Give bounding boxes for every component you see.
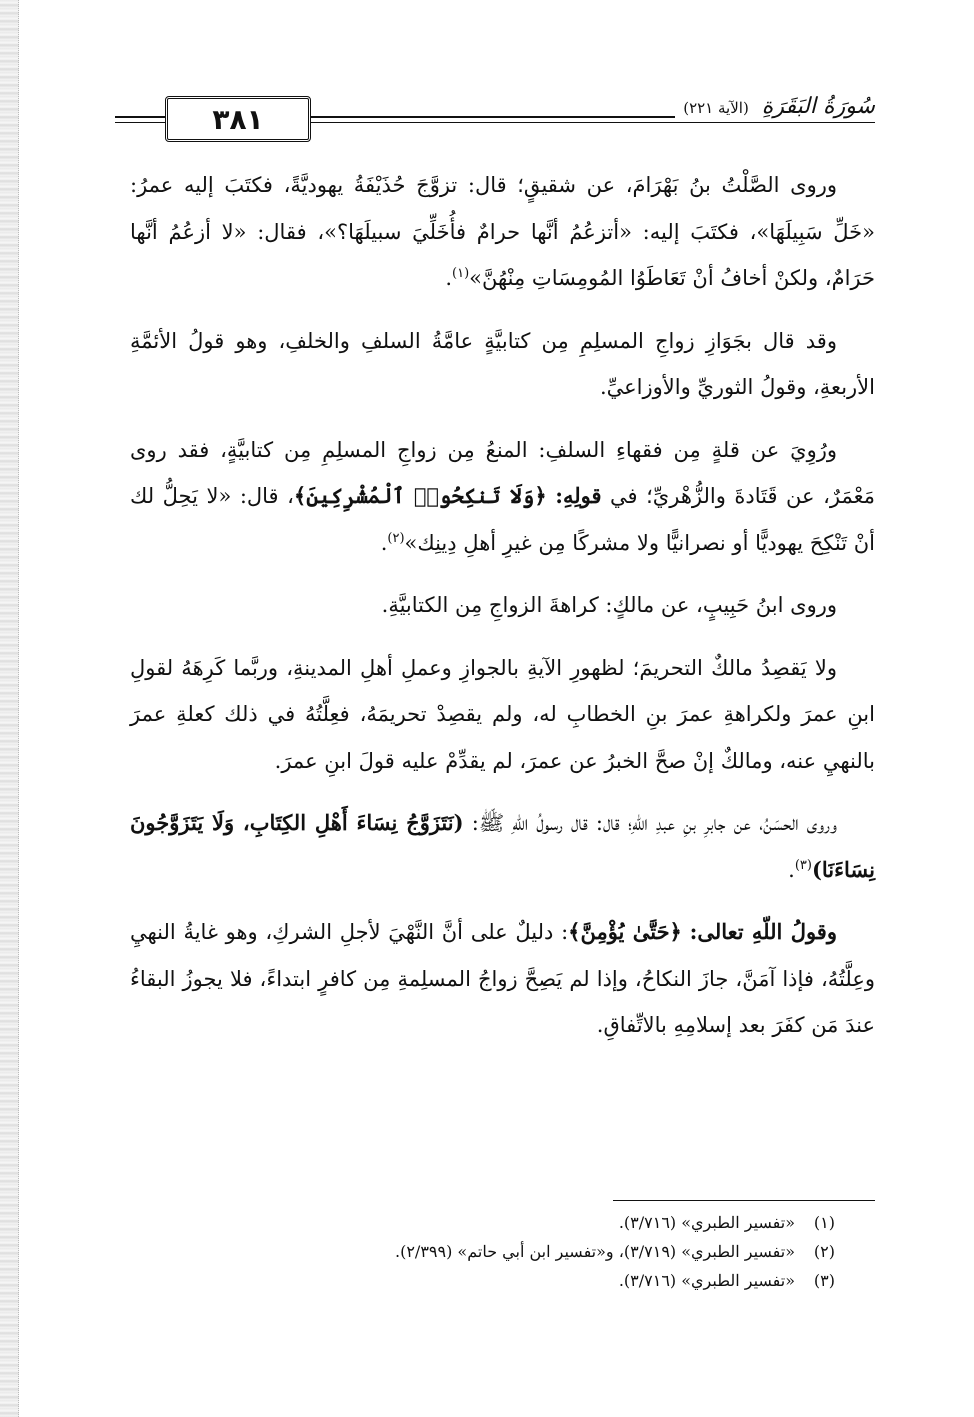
paragraph-text: ورُوِيَ عن قلةٍ مِن فقهاءِ السلفِ: المنعُ مِن زواجِ المسلِمِ مِن كتابيَّةٍ، فقد روى مَعْمَرٌ، عن قَتَادةَ والزُّهْريِّ؛ في bbox=[130, 437, 875, 508]
qawlihi-phrase: قولِهِ: bbox=[555, 483, 602, 508]
footnote-ref[interactable]: (٢) bbox=[387, 530, 405, 546]
footnote-ref[interactable]: (٣) bbox=[794, 857, 812, 873]
paragraph-3: ورُوِيَ عن قلةٍ مِن فقهاءِ السلفِ: المنعُ مِن زواجِ المسلِمِ مِن كتابيَّةٍ، فقد روى مَعْمَرٌ، عن قَتَادةَ والزُّهْريِّ؛ في قولِهِ: ﴿وَلَا تَنكِحُوا۟ ٱلْمُشْرِكِينَ﴾، قال: «لا يَحِلُّ لك أنْ تَنْكِحَ يهوديًّا أو نصرانيًّا ولا مشركًا مِن غيرِ أهلِ دِينِك»$^{(٢)}$. bbox=[130, 437, 875, 555]
footnote-number: (١) bbox=[813, 1213, 835, 1232]
footnote-number: (٣) bbox=[813, 1271, 835, 1290]
paragraph-6: وروى الحسَنُ، عن جابرِ بنِ عبدِ اللهِ؛ قال: قال رسولُ اللهِ ﷺ: (نَتَزَوَّجُ نِسَاءَ أَهْلِ الكِتَابِ، وَلَا يَتَزَوَّجُونَ نِسَاءَنَا)$^{(٣)}$. bbox=[130, 810, 875, 882]
footnote-item bbox=[130, 1237, 835, 1266]
qawl-lead: وقولُ اللّهِ تعالى: bbox=[689, 919, 837, 944]
paragraph-text: وروى ابنُ حَبِيبٍ، عن مالكٍ: كراهةَ الزواجِ مِن الكتابيَّةِ. bbox=[381, 593, 837, 617]
header-rule-left bbox=[115, 116, 165, 118]
footnote-item bbox=[130, 1266, 835, 1295]
footnote-item bbox=[130, 1208, 835, 1237]
paragraph-4 bbox=[130, 582, 875, 629]
ayah-reference: (الآية ٢٢١) bbox=[683, 99, 749, 117]
quran-verse: ﴿وَلَا تَنكِحُوا۟ ٱلْمُشْرِكِينَ﴾ bbox=[293, 483, 547, 508]
scan-edge bbox=[0, 0, 19, 1417]
quran-verse: ﴿حَتَّىٰ يُؤْمِنَّ﴾ bbox=[568, 919, 682, 944]
header-rule-left-thin bbox=[115, 122, 165, 123]
footnote-text: «تفسير الطبري» (٣/٧١٦). bbox=[618, 1271, 795, 1290]
header-rule-right-thin bbox=[305, 122, 875, 123]
paragraph-5 bbox=[130, 645, 875, 785]
surah-title bbox=[675, 94, 875, 119]
footnotes bbox=[130, 1200, 875, 1295]
paragraph-text: وقد قال بجَوَازِ زواجِ المسلِمِ مِن كتابيَّةٍ عامَّةُ السلفِ والخلفِ، وهو قولُ الأئمَّةِ الأربعةِ، وقولُ الثوريِّ والأوزاعيِّ. bbox=[130, 328, 875, 399]
footnote-text: «تفسير الطبري» (٣/٧١٦). bbox=[618, 1213, 795, 1232]
footnote-list bbox=[130, 1200, 875, 1295]
paragraph-text: ، قال: «لا يَحِلُّ لك أنْ تَنْكِحَ يهوديًّا أو نصرانيًّا ولا مشركًا مِن غيرِ أهلِ دِينِك» bbox=[130, 484, 875, 555]
paragraph-text: وروى الصَّلْتُ بنُ بَهْرَامَ، عن شقيقٍ؛ قال: تزوَّجَ حُذَيْفَةُ يهوديَّةً، فكتَبَ إليه عمرُ: «خَلِّ سَبِيلَهَا»، فكتَبَ إليه: «أتزعُمُ أنَّها حرامٌ فأُخَلِّيَ سبيلَهَا؟»، فقال: «لا أزعُمُ أنَّها حَرَامٌ، ولكنْ أخافُ أنْ تَعَاطَوُا المُومِسَاتِ مِنْهُنَّ» bbox=[130, 173, 875, 290]
paragraph-1: وروى الصَّلْتُ بنُ بَهْرَامَ، عن شقيقٍ؛ قال: تزوَّجَ حُذَيْفَةُ يهوديَّةً، فكتَبَ إليه عمرُ: «خَلِّ سَبِيلَهَا»، فكتَبَ إليه: «أتزعُمُ أنَّها حرامٌ فأُخَلِّيَ سبيلَهَا؟»، فقال: «لا أزعُمُ أنَّها حَرَامٌ، ولكنْ أخافُ أنْ تَعَاطَوُا المُومِسَاتِ مِنْهُنَّ»$^{(١)}$. bbox=[130, 173, 875, 290]
paragraph-text: ولا يَقصِدُ مالكٌ التحريمَ؛ لظهورِ الآيةِ بالجوازِ وعملِ أهلِ المدينةِ، وربَّما كَرِهَهُ لقولِ ابنِ عمرَ ولكراهةِ عمرَ بنِ الخطابِ له، ولم يقصِدْ تحريمَهُ، فعِلَّتُهُ في ذلك كعلةِ عمرَ بالنهيِ عنه، ومالكٌ إنْ صحَّ الخبرُ عن عمرَ، لم يقدِّمْ عليه قولَ ابنِ عمرَ. bbox=[130, 655, 875, 773]
footnote-ref[interactable]: (١) bbox=[452, 266, 470, 281]
footnote-divider bbox=[613, 1200, 875, 1201]
main-text bbox=[130, 162, 875, 1065]
paragraph-2 bbox=[130, 318, 875, 411]
paragraph-text: : دليلٌ على أنَّ النَّهْيَ لأجلِ الشركِ، وهو غايةُ النهيِ وعِلَّتُهُ، فإذا آمَنَّ، جازَ النكاحُ، وإذا لم يَصِحَّ زواجُ المسلِمةِ مِن كافرٍ ابتداءً، فلا يجوزُ البقاءُ عندَ مَن كفَرَ بعد إسلامِهِ بالاتِّفاقِ. bbox=[130, 920, 875, 1037]
paragraph-text: وروى الحسَنُ، عن جابرِ بنِ عبدِ اللهِ؛ قال: قال رسولُ اللهِ ﷺ: bbox=[471, 811, 837, 835]
page-number: ٣٨١ bbox=[165, 96, 311, 142]
surah-name: سُورَةُ البَقَرَةِ bbox=[761, 94, 875, 119]
page-header bbox=[115, 92, 875, 148]
hadith-text: (نَتَزَوَّجُ نِسَاءَ أَهْلِ الكِتَابِ، وَلَا يَتَزَوَّجُونَ نِسَاءَنَا) bbox=[130, 810, 875, 882]
paragraph-7 bbox=[130, 909, 875, 1049]
footnote-number: (٢) bbox=[813, 1242, 835, 1261]
footnote-text: «تفسير الطبري» (٣/٧١٩)، و«تفسير ابن أبي حاتم» (٢/٣٩٩). bbox=[395, 1242, 795, 1261]
